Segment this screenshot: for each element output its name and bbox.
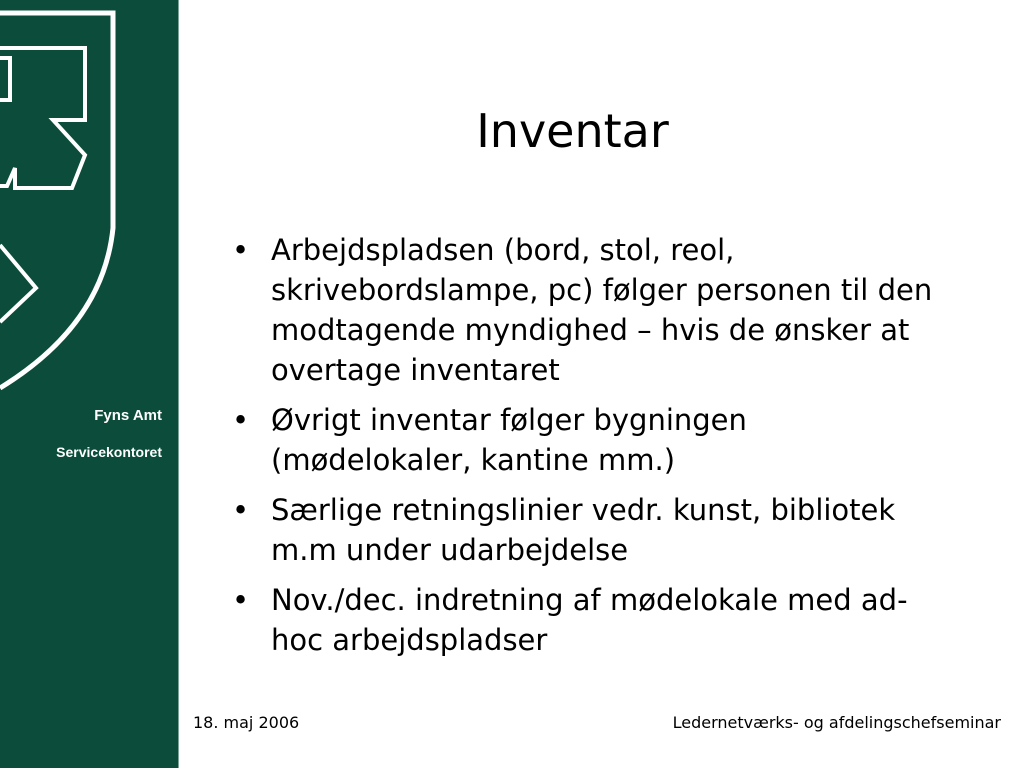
crest-icon bbox=[0, 0, 178, 400]
sidebar bbox=[0, 0, 178, 768]
bullet-icon: • bbox=[232, 493, 250, 527]
footer-event-title: Ledernetværks- og afdelingschefseminar bbox=[672, 713, 1001, 732]
bullet-icon: • bbox=[232, 583, 250, 617]
bullet-text: Nov./dec. indretning af mødelokale med ad-hoc arbejdspladser bbox=[271, 583, 908, 657]
slide-title: Inventar bbox=[476, 104, 669, 158]
bullet-list bbox=[232, 230, 952, 670]
bullet-text: Øvrigt inventar følger bygningen (mødelokaler, kantine mm.) bbox=[271, 403, 747, 477]
bullet-item bbox=[232, 230, 952, 390]
bullet-icon: • bbox=[232, 233, 250, 267]
footer-date: 18. maj 2006 bbox=[193, 713, 300, 732]
bullet-icon: • bbox=[232, 403, 250, 437]
org-name: Fyns Amt bbox=[94, 407, 162, 424]
bullet-item bbox=[232, 580, 952, 660]
org-unit: Servicekontoret bbox=[56, 444, 162, 460]
bullet-text: Særlige retningslinier vedr. kunst, bibliotek m.m under udarbejdelse bbox=[271, 493, 896, 567]
bullet-text: Arbejdspladsen (bord, stol, reol, skrivebordslampe, pc) følger personen til den modtagende myndighed – hvis de ønsker at overtage inventaret bbox=[271, 233, 933, 387]
bullet-item bbox=[232, 400, 952, 480]
bullet-item bbox=[232, 490, 952, 570]
